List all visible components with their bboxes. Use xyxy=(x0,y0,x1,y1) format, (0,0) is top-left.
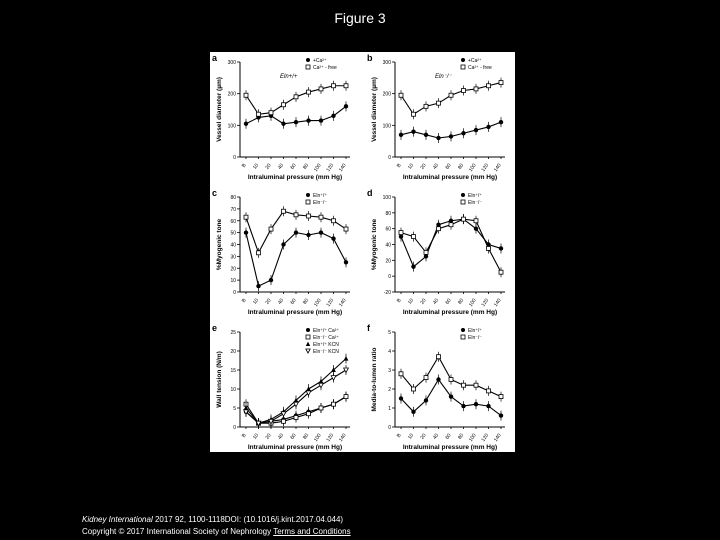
chart-panel-e xyxy=(212,323,350,451)
x-tick-label: 140 xyxy=(492,432,503,443)
x-tick-label: 60 xyxy=(444,432,453,441)
y-tick-label: 300 xyxy=(382,60,391,66)
x-tick-label: 40 xyxy=(277,432,286,441)
y-tick-label: 0 xyxy=(233,425,236,431)
y-tick-label: 0 xyxy=(388,425,391,431)
data-point xyxy=(424,104,428,108)
data-point xyxy=(474,226,478,230)
x-tick-label: 120 xyxy=(480,432,491,443)
data-point xyxy=(499,120,503,124)
x-tick-label: 60 xyxy=(444,297,453,306)
y-tick-label: 2 xyxy=(388,387,391,393)
x-tick-label: 140 xyxy=(337,162,348,173)
data-point xyxy=(294,213,298,217)
x-tick-label: 80 xyxy=(457,297,466,306)
y-tick-label: 5 xyxy=(233,406,236,412)
data-point xyxy=(461,131,465,135)
data-point xyxy=(244,215,248,219)
genotype-label: Eln⁻/⁻ xyxy=(435,74,452,80)
x-tick-label: 140 xyxy=(337,297,348,308)
y-axis-label: %Myogenic tone xyxy=(216,218,223,271)
legend-marker xyxy=(461,335,465,339)
data-point xyxy=(281,412,286,417)
x-tick-label: 10 xyxy=(252,432,261,441)
data-point xyxy=(319,406,323,410)
y-tick-label: 80 xyxy=(385,210,391,217)
y-tick-label: 200 xyxy=(382,91,391,98)
x-tick-label: 80 xyxy=(302,297,311,306)
legend-marker xyxy=(461,193,465,197)
y-tick-label: 10 xyxy=(230,387,236,393)
legend-marker xyxy=(306,193,310,197)
data-point xyxy=(462,217,466,221)
y-tick-label: 40 xyxy=(230,242,236,249)
data-point xyxy=(269,278,273,282)
x-tick-label: 20 xyxy=(419,432,428,441)
y-axis-label: Vessel diameter (µm) xyxy=(216,77,223,142)
panel-letter: c xyxy=(212,188,218,198)
page-title: Figure 3 xyxy=(334,10,386,26)
legend-label: Eln⁻/⁻ xyxy=(468,335,482,341)
y-axis-label: Vessel diameter (µm) xyxy=(371,77,378,142)
legend-marker xyxy=(306,349,310,353)
legend-label: Ca²⁺ - free xyxy=(313,65,337,71)
y-tick-label: 60 xyxy=(230,218,236,225)
data-point xyxy=(499,246,503,250)
panel-letter: b xyxy=(367,53,373,63)
data-point xyxy=(244,230,248,234)
x-axis-label: Intraluminal pressure (mm Hg) xyxy=(247,309,343,316)
footer xyxy=(82,514,351,538)
data-point xyxy=(332,402,336,406)
y-tick-label: 100 xyxy=(227,123,236,130)
data-point xyxy=(474,383,478,387)
panel-letter: e xyxy=(212,323,218,333)
data-point xyxy=(282,419,286,423)
legend-label: +Ca²⁺ xyxy=(468,58,482,64)
x-tick-label: 20 xyxy=(264,162,273,171)
x-tick-label: 10 xyxy=(407,432,416,441)
data-point xyxy=(319,118,323,122)
legend-label: Eln⁺/⁺ xyxy=(313,193,327,199)
x-tick-label: 20 xyxy=(264,297,273,306)
data-point xyxy=(344,104,348,108)
data-point xyxy=(437,355,441,359)
x-tick-label: 120 xyxy=(480,162,491,173)
data-point xyxy=(294,120,298,124)
data-point xyxy=(412,112,416,116)
data-point xyxy=(332,84,336,88)
legend-label: Eln⁻/⁻ Ca²⁺ xyxy=(313,335,339,341)
data-point xyxy=(307,412,311,416)
data-point xyxy=(486,404,490,408)
data-point xyxy=(449,223,453,227)
data-point xyxy=(319,215,323,219)
data-point xyxy=(487,389,491,393)
x-tick-label: 10 xyxy=(407,297,416,306)
x-tick-label: 10 xyxy=(252,297,261,306)
x-tick-label: 80 xyxy=(302,432,311,441)
panel-letter: a xyxy=(212,53,218,63)
data-point xyxy=(294,416,298,420)
y-tick-label: 1 xyxy=(388,406,391,412)
y-tick-label: 10 xyxy=(230,278,236,285)
data-point xyxy=(411,264,415,268)
data-point xyxy=(269,111,273,115)
y-tick-label: 300 xyxy=(227,60,236,66)
x-axis-label: Intraluminal pressure (mm Hg) xyxy=(247,444,343,451)
data-point xyxy=(331,236,335,240)
legend-label: Eln⁻/⁻ xyxy=(468,200,482,206)
figure-panel xyxy=(210,52,515,452)
data-point xyxy=(344,368,349,373)
legend-label: Eln⁺/⁺ KCN xyxy=(313,342,339,348)
series-line xyxy=(246,233,346,286)
data-point xyxy=(282,209,286,213)
x-tick-label: 100 xyxy=(312,432,323,443)
data-point xyxy=(332,219,336,223)
chart-panel-b xyxy=(367,53,505,181)
legend-label: Eln⁻/⁻ xyxy=(313,200,327,206)
data-point xyxy=(499,81,503,85)
chart-panel-a xyxy=(212,53,350,181)
x-tick-label: 40 xyxy=(432,162,441,171)
x-tick-label: 60 xyxy=(289,162,298,171)
data-point xyxy=(449,93,453,97)
data-point xyxy=(344,227,348,231)
data-point xyxy=(399,231,403,235)
legend-marker xyxy=(461,328,465,332)
y-tick-label: 3 xyxy=(388,368,391,374)
legend-marker xyxy=(306,200,310,204)
x-tick-label: 60 xyxy=(444,162,453,171)
data-point xyxy=(462,383,466,387)
data-point xyxy=(449,378,453,382)
data-point xyxy=(499,413,503,417)
legend-marker xyxy=(461,58,465,62)
x-tick-label: 60 xyxy=(289,432,298,441)
data-point xyxy=(437,101,441,105)
x-tick-label: 100 xyxy=(467,297,478,308)
data-point xyxy=(474,402,478,406)
chart-panel-c xyxy=(212,188,350,316)
y-axis-label: Wall tension (N/m) xyxy=(216,351,223,408)
journal-name: Kidney International xyxy=(82,515,153,524)
data-point xyxy=(244,93,248,97)
x-tick-label: 140 xyxy=(492,297,503,308)
x-tick-label: B xyxy=(395,162,403,169)
x-tick-label: 40 xyxy=(432,297,441,306)
x-tick-label: 10 xyxy=(252,162,261,171)
y-tick-label: 25 xyxy=(230,330,236,336)
data-point xyxy=(344,395,348,399)
legend-marker xyxy=(461,200,465,204)
data-point xyxy=(436,136,440,140)
panel-letter: f xyxy=(367,323,370,333)
data-point xyxy=(307,214,311,218)
x-tick-label: 120 xyxy=(325,432,336,443)
legend-label: Eln⁺/⁺ xyxy=(468,328,482,334)
y-tick-label: 100 xyxy=(382,195,391,201)
data-point xyxy=(399,372,403,376)
data-point xyxy=(462,89,466,93)
terms-link[interactable]: Terms and Conditions xyxy=(273,527,351,536)
data-point xyxy=(331,114,335,118)
x-tick-label: 100 xyxy=(467,162,478,173)
x-tick-label: 140 xyxy=(337,432,348,443)
data-point xyxy=(257,112,261,116)
data-point xyxy=(487,84,491,88)
x-tick-label: 10 xyxy=(407,162,416,171)
legend-label: Ca²⁺ - free xyxy=(468,65,492,71)
y-tick-label: 0 xyxy=(388,155,391,161)
y-tick-label: 20 xyxy=(230,349,236,355)
y-axis-label: Media-to-lumen ratio xyxy=(371,347,378,412)
y-tick-label: 60 xyxy=(385,226,391,233)
x-tick-label: 100 xyxy=(312,162,323,173)
data-point xyxy=(474,87,478,91)
legend-label: +Ca²⁺ xyxy=(313,58,327,64)
data-point xyxy=(412,235,416,239)
legend-label: Eln⁻/⁻ KCN xyxy=(313,349,339,355)
data-point xyxy=(449,134,453,138)
y-tick-label: 20 xyxy=(230,266,236,273)
data-point xyxy=(344,84,348,88)
data-point xyxy=(281,122,285,126)
x-axis-label: Intraluminal pressure (mm Hg) xyxy=(247,174,343,181)
figure-svg xyxy=(210,52,515,452)
chart-panel-d xyxy=(367,188,505,316)
data-point xyxy=(499,270,503,274)
data-point xyxy=(461,404,465,408)
copyright-text: Copyright © 2017 International Society of Nephrology xyxy=(82,527,274,536)
data-point xyxy=(437,227,441,231)
data-point xyxy=(499,395,503,399)
y-tick-label: 80 xyxy=(230,195,236,201)
data-point xyxy=(256,284,260,288)
data-point xyxy=(294,95,298,99)
data-point xyxy=(306,118,310,122)
x-tick-label: 20 xyxy=(419,297,428,306)
legend-marker xyxy=(306,65,310,69)
legend-marker xyxy=(306,342,310,346)
x-tick-label: 20 xyxy=(419,162,428,171)
x-tick-label: 80 xyxy=(457,432,466,441)
data-point xyxy=(306,233,310,237)
legend-marker xyxy=(306,335,310,339)
data-point xyxy=(436,377,440,381)
x-tick-label: 120 xyxy=(325,297,336,308)
data-point xyxy=(424,250,428,254)
x-tick-label: 40 xyxy=(432,432,441,441)
x-tick-label: 140 xyxy=(492,162,503,173)
panel-letter: d xyxy=(367,188,373,198)
data-point xyxy=(319,87,323,91)
data-point xyxy=(344,356,349,361)
y-tick-label: 100 xyxy=(382,123,391,130)
x-tick-label: B xyxy=(240,297,248,304)
data-point xyxy=(257,251,261,255)
y-tick-label: 4 xyxy=(388,349,391,355)
x-tick-label: 100 xyxy=(312,297,323,308)
x-tick-label: 40 xyxy=(277,162,286,171)
y-tick-label: 0 xyxy=(233,155,236,161)
y-tick-label: 5 xyxy=(388,330,391,336)
y-tick-label: 15 xyxy=(230,368,236,374)
data-point xyxy=(449,394,453,398)
legend-marker xyxy=(461,65,465,69)
citation-line xyxy=(82,514,351,526)
data-point xyxy=(399,93,403,97)
citation-text: 2017 92, 1100-1118DOI: (10.1016/j.kint.2017.04.044) xyxy=(152,515,344,524)
data-point xyxy=(244,122,248,126)
x-tick-label: 60 xyxy=(289,297,298,306)
legend-label: Eln⁺/⁺ xyxy=(468,193,482,199)
y-tick-label: 70 xyxy=(230,206,236,213)
y-tick-label: 50 xyxy=(230,230,236,237)
x-tick-label: B xyxy=(240,162,248,169)
genotype-label: Eln+/+ xyxy=(280,74,298,80)
chart-panel-f xyxy=(367,323,505,451)
data-point xyxy=(474,128,478,132)
x-tick-label: 100 xyxy=(467,432,478,443)
x-tick-label: 20 xyxy=(264,432,273,441)
data-point xyxy=(281,242,285,246)
data-point xyxy=(307,90,311,94)
y-tick-label: 40 xyxy=(385,242,391,249)
data-point xyxy=(294,230,298,234)
x-tick-label: 40 xyxy=(277,297,286,306)
x-axis-label: Intraluminal pressure (mm Hg) xyxy=(402,174,498,181)
data-point xyxy=(331,376,336,381)
y-tick-label: 0 xyxy=(233,290,236,296)
data-point xyxy=(269,227,273,231)
data-point xyxy=(399,396,403,400)
x-tick-label: B xyxy=(395,297,403,304)
data-point xyxy=(319,230,323,234)
y-tick-label: 200 xyxy=(227,91,236,98)
data-point xyxy=(486,125,490,129)
copyright-line xyxy=(82,526,351,538)
y-tick-label: 20 xyxy=(385,258,391,265)
x-tick-label: 80 xyxy=(302,162,311,171)
legend-marker xyxy=(306,58,310,62)
x-axis-label: Intraluminal pressure (mm Hg) xyxy=(402,444,498,451)
legend-label: Eln⁺/⁺ Ca²⁺ xyxy=(313,328,339,334)
data-point xyxy=(424,376,428,380)
x-tick-label: B xyxy=(240,432,248,439)
y-tick-label: 0 xyxy=(388,274,391,281)
data-point xyxy=(399,133,403,137)
y-tick-label: -20 xyxy=(383,290,391,296)
x-tick-label: 120 xyxy=(480,297,491,308)
data-point xyxy=(424,398,428,402)
x-axis-label: Intraluminal pressure (mm Hg) xyxy=(402,309,498,316)
data-point xyxy=(474,219,478,223)
data-point xyxy=(487,246,491,250)
x-tick-label: 80 xyxy=(457,162,466,171)
y-axis-label: %Myogenic tone xyxy=(371,218,378,271)
data-point xyxy=(424,133,428,137)
data-point xyxy=(344,260,348,264)
data-point xyxy=(282,103,286,107)
y-tick-label: 30 xyxy=(230,254,236,261)
x-tick-label: 120 xyxy=(325,162,336,173)
legend-marker xyxy=(306,328,310,332)
data-point xyxy=(319,383,324,388)
data-point xyxy=(411,129,415,133)
data-point xyxy=(412,387,416,391)
x-tick-label: B xyxy=(395,432,403,439)
data-point xyxy=(411,410,415,414)
